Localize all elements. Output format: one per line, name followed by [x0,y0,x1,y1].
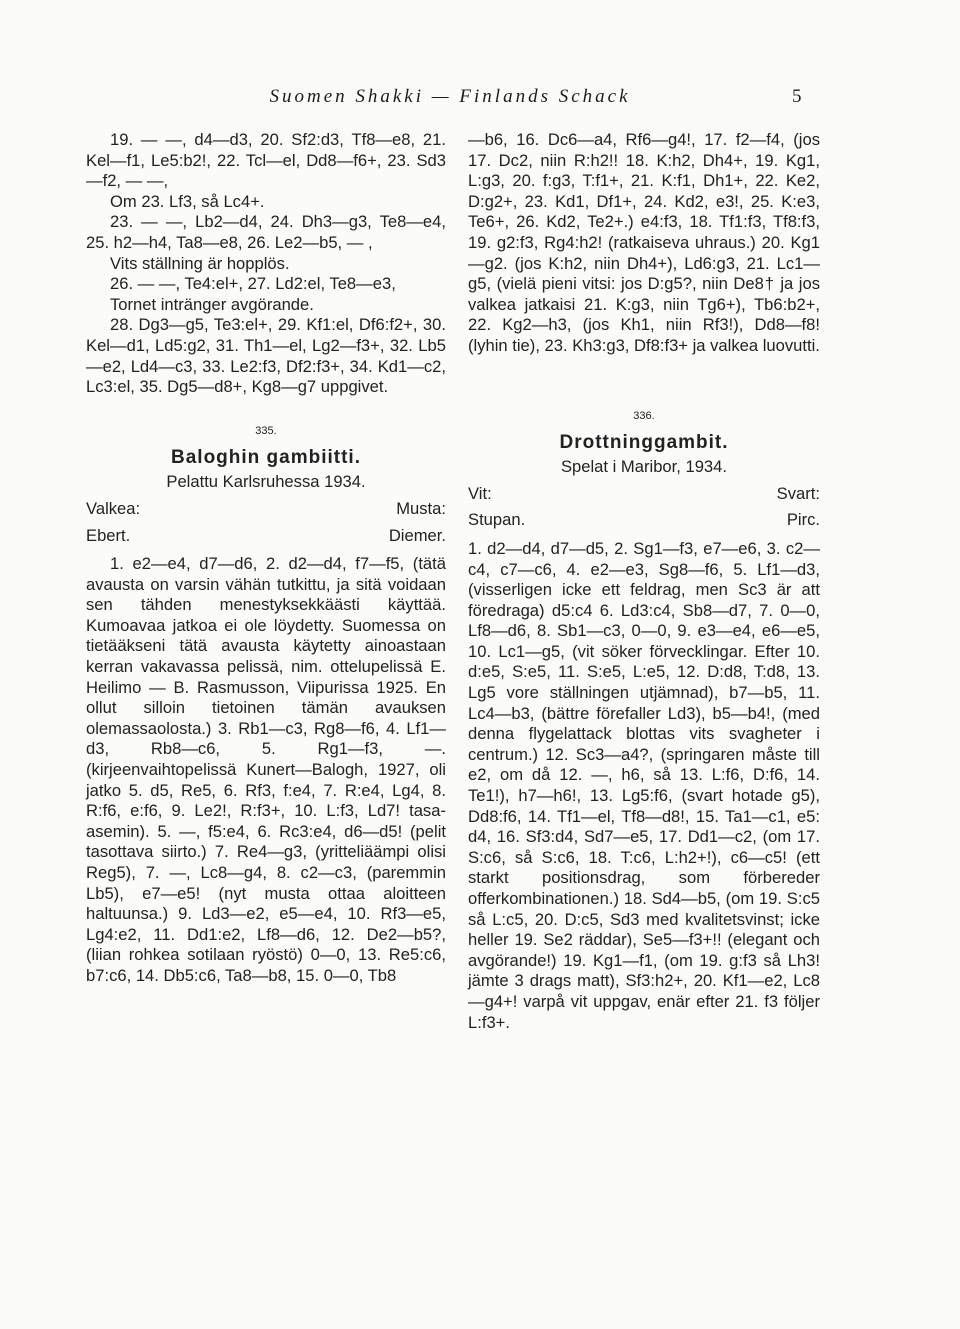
game-336-moves: 1. d2—d4, d7—d5, 2. Sg1—f3, e7—e6, 3. c2—c4, c7—c6, 4. e2—e3, Sg8—f6, 5. Lf1—d3, (visserligen icke ett feldrag, men Sc3 är att föredraga) d5:c4 6. Ld3:c4, Sb8—d7, 7. 0—0, Lf8—d6, 8. Sb1—c3, 0—0, 9. e3—e4, e6—e5, 10. Lc1—g5, (vit söker förvecklingar. Efter 10. d:e5, S:e5, 11. S:e5, L:e5, 12. D:d8, T:d8, 13. Lg5 vore ställningen utjämnad), b7—b5, 11. Lc4—b3, (bättre förefaller Ld3), b5—b4!, (med denna flygelattack blottas vits svagheter i centrum.) 12. Sc3—a4?, (springaren måste till e2, om då 12. —, h6, så 13. L:f6, D:f6, 14. Te1!), h7—h6!, 13. Lg5:f6, (svart hotade g5), Dd8:f6, 14. Tf1—el, Tf8—d8!, 15. Ta1—c1, e5: d4, 16. Sf3:d4, Sd7—e5, 17. Dd1—c2, (om 17. S:c6, så S:c6, 18. T:c6, L:h2+!), c6—c5! (ett starkt positionsdrag, som förbereder offerkombinationen.) 18. Sd4—b5, (om 19. S:c5 så L:c5, 20. D:c5, Sd3 med kvalitetsvinst; icke heller 19. Se2 räddar), Se5—f3+!! (elegant och avgörande!) 19. Kg1—f1, (om 19. g:f3 så Lh3! jämte 3 drags matt), Sf3:h2+, 20. Kf1—e2, Lc8—g4+! varpå vit uppgav, enär efter 21. f3 följer L:f3+. [468,538,820,1032]
game-335-moves: 1. e2—e4, d7—d6, 2. d2—d4, f7—f5, (tätä avausta on varsin vähän tutkittu, ja sitä voidaan sen tähden menestyksekkäästi käyttää. Kumoavaa jatkoa ei ole löydetty. Suomessa on tietääkseni tätä avausta käytetty ainoastaan kerran vakavassa pelissä, nim. ottelupelissä E. Heilimo — B. Rasmusson, Viipurissa 1925. En ollut silloin tietoinen tämän avauksen olemassaolosta.) 3. Rb1—c3, Rg8—f6, 4. Lf1—d3, Rb8—c6, 5. Rg1—f3, —. (kirjeenvaihtopelissä Kunert—Balogh, 1927, oli jatko 5. d5, Re5, 6. Rf3, f:e4, 7. R:e4, Lg4, 8. R:f6, e:f6, 9. Le2!, R:f3+, 10. L:f3, Ld7! tasa-asemin). 5. —, f5:e4, 6. Rc3:e4, d6—d5! (pelit tasottava siirto.) 7. Re4—g3, (yritteliäämpi olisi Reg5), 7. —, Lc8—g4, 8. c2—c3, (paremmin Lb5), e7—e5! (nyt musta ottaa aloitteen haltuunsa.) 9. Ld3—e2, e5—e4, 10. Rf3—e5, Lg4:e2, 11. Dd1:e2, Lf8—d6, 12. De2—b5?, (liian rohkea sotilaan ryöstö) 0—0, 13. Re5:c6, b7:c6, 14. Db5:c6, Ta8—b8, 15. 0—0, Tb8 [86,554,446,985]
player-labels [86,499,446,520]
black-player: Pirc. [786,510,820,530]
moves-text: 23. — —, Lb2—d4, 24. Dh3—g3, Te8—e4, 25. h2—h4, Ta8—e8, 26. Le2—b5, — , [86,212,446,252]
player-names [86,526,446,547]
running-title: Suomen Shakki — Finlands Schack [269,86,631,107]
comment: Om 23. Lf3, så Lc4+. [110,191,265,211]
player-names [468,510,820,531]
game-number: 335. [255,424,277,437]
player-labels [468,484,820,505]
comment: Vits ställning är hopplös. [110,253,290,273]
right-column [468,130,820,1033]
white-player: Stupan. [468,510,526,530]
black-label: Svart: [776,483,820,503]
opening-title: Drottninggambit. [559,431,729,453]
played-location: Spelat i Maribor, 1934. [560,457,728,477]
white-player: Ebert. [86,525,131,545]
game-334-moves-continued: 19. — —, d4—d3, 20. Sf2:d3, Tf8—e8, 21. Kel—f1, Le5:b2!, 22. Tcl—el, Dd8—f6+, 23. Sd3—f2, — —, [86,130,446,191]
opening-title: Baloghin gambiitti. [171,446,361,468]
moves-text: 28. Dg3—g5, Te3:el+, 29. Kf1:el, Df6:f2+, 30. Kel—d1, Ld5:g2, 31. Th1—el, Lg2—f3+, 32. Lb5—e2, Ld4—c3, 33. Le2:f3, Df2:f3+, 34. Kd1—c2, Lc3:el, 35. Dg5—d8+, Kg8—g7 uppgivet. [86,315,446,397]
comment: Tornet intränger avgörande. [110,294,314,314]
white-label: Valkea: [86,498,141,518]
moves-text: 26. — —, Te4:el+, 27. Ld2:el, Te8—e3, [110,274,396,294]
white-label: Vit: [468,483,492,503]
page-number: 5 [792,86,802,107]
played-location: Pelattu Karlsruhessa 1934. [166,472,366,492]
game-number: 336. [633,409,655,422]
black-label: Musta: [396,498,446,518]
game-335-moves-continued: —b6, 16. Dc6—a4, Rf6—g4!, 17. f2—f4, (jos 17. Dc2, niin R:h2!! 18. K:h2, Dh4+, 19. Kg1, L:g3, 20. f:g3, T:f1+, 21. K:f1, Dh1+, 22. Ke2, D:g2+, 23. Kd1, Df1+, 24. Kd2, e3!, 25. K:e3, Te6+, 26. Kd2, Te2+.) e4:f3, 18. Tf1:f3, Tf8:f3, 19. g2:f3, Rg4:h2! (ratkaiseva uhraus.) 20. Kg1—g2. (jos K:h2, niin Dh4+), Ld6:g3, 21. Lc1—g5, (vielä pieni vitsi: jos D:g5?, niin De8† ja jos valkea jatkaisi 21. K:g3, niin Tg6+), Tb6:b2+, 22. Kg2—h3, (jos Kh1, niin Rf3!), Dd8—f8! (lyhin tie), 23. Kh3:g3, Df8:f3+ ja valkea luovutti. [468,130,820,355]
left-column [86,130,446,987]
black-player: Diemer. [388,525,446,545]
